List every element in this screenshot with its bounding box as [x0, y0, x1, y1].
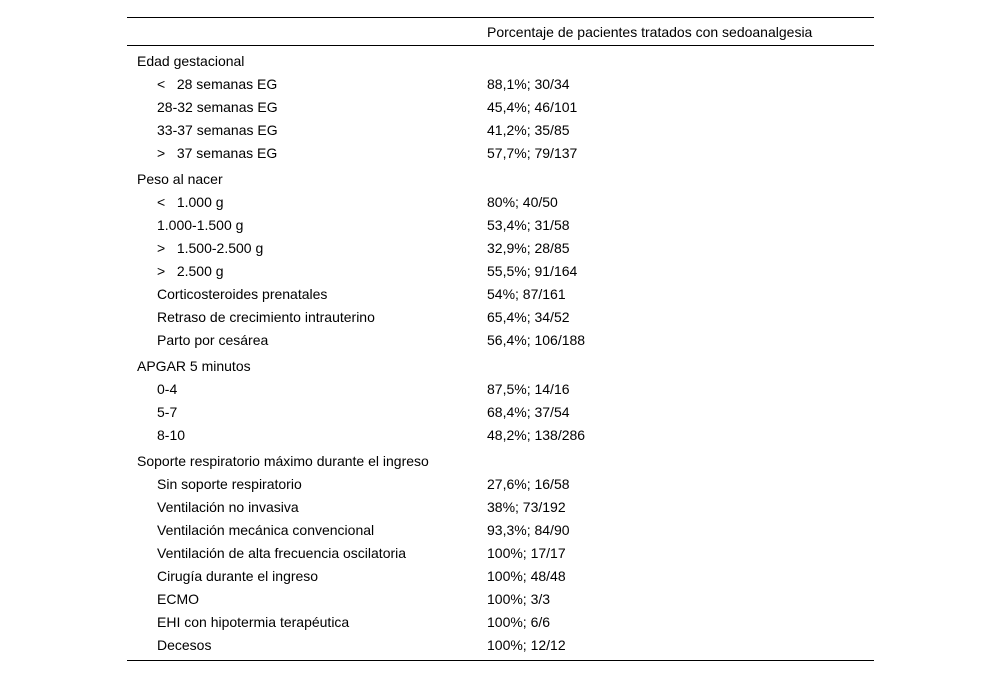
section-title: Peso al nacer — [137, 171, 223, 187]
row-label: EHI con hipotermia terapéutica — [157, 613, 350, 630]
section-title: Soporte respiratorio máximo durante el ingreso — [137, 453, 429, 469]
section-title: Edad gestacional — [137, 53, 245, 69]
row-label: 28-32 semanas EG — [157, 98, 278, 115]
row-label: 8-10 — [157, 426, 186, 443]
table-row — [127, 118, 874, 141]
row-value: 100%; 48/48 — [487, 567, 566, 584]
row-value: 54%; 87/161 — [487, 285, 566, 302]
row-label: < 28 semanas EG — [157, 75, 278, 92]
row-value: 32,9%; 28/85 — [487, 239, 570, 256]
table-row — [127, 587, 874, 610]
section-title: APGAR 5 minutos — [137, 358, 251, 374]
table-row — [127, 423, 874, 446]
row-label: Corticosteroides prenatales — [157, 285, 328, 302]
row-value: 53,4%; 31/58 — [487, 216, 570, 233]
row-value: 88,1%; 30/34 — [487, 75, 570, 92]
row-value: 56,4%; 106/188 — [487, 331, 586, 348]
row-value: 80%; 40/50 — [487, 193, 558, 210]
row-label: > 1.500-2.500 g — [157, 239, 264, 256]
row-value: 45,4%; 46/101 — [487, 98, 578, 115]
row-value: 65,4%; 34/52 — [487, 308, 570, 325]
row-label: > 37 semanas EG — [157, 144, 278, 161]
row-value: 27,6%; 16/58 — [487, 475, 570, 492]
row-label: Ventilación de alta frecuencia oscilatoria — [157, 544, 407, 561]
row-label: Sin soporte respiratorio — [157, 475, 302, 492]
table-row — [127, 72, 874, 95]
row-label: < 1.000 g — [157, 193, 224, 210]
row-label: 5-7 — [157, 403, 178, 420]
table-row — [127, 305, 874, 328]
section-row-edad-gestacional — [127, 46, 874, 72]
row-value: 100%; 12/12 — [487, 636, 566, 653]
table-row — [127, 610, 874, 633]
table-row — [127, 472, 874, 495]
table-row — [127, 377, 874, 400]
table-row — [127, 518, 874, 541]
table-row — [127, 141, 874, 164]
row-label: 33-37 semanas EG — [157, 121, 278, 138]
table-row — [127, 633, 874, 656]
row-value: 100%; 6/6 — [487, 613, 551, 630]
row-value: 57,7%; 79/137 — [487, 144, 578, 161]
table-row — [127, 236, 874, 259]
row-value: 100%; 3/3 — [487, 590, 551, 607]
row-value: 87,5%; 14/16 — [487, 380, 570, 397]
row-value: 41,2%; 35/85 — [487, 121, 570, 138]
row-label: Cirugía durante el ingreso — [157, 567, 319, 584]
column-header: Porcentaje de pacientes tratados con sedoanalgesia — [487, 23, 813, 40]
table-row — [127, 213, 874, 236]
row-value: 100%; 17/17 — [487, 544, 566, 561]
row-label: Retraso de crecimiento intrauterino — [157, 308, 375, 325]
row-value: 93,3%; 84/90 — [487, 521, 570, 538]
row-value: 48,2%; 138/286 — [487, 426, 586, 443]
row-label: Ventilación mecánica convencional — [157, 521, 375, 538]
table-row — [127, 564, 874, 587]
table-body — [127, 46, 874, 660]
row-value: 55,5%; 91/164 — [487, 262, 578, 279]
table-row — [127, 541, 874, 564]
table-row — [127, 282, 874, 305]
table-row — [127, 95, 874, 118]
row-value: 38%; 73/192 — [487, 498, 566, 515]
row-label: > 2.500 g — [157, 262, 224, 279]
row-label: Parto por cesárea — [157, 331, 269, 348]
row-label: 0-4 — [157, 380, 178, 397]
row-label: Decesos — [157, 636, 212, 653]
row-label: ECMO — [157, 590, 199, 607]
table-row — [127, 190, 874, 213]
row-value: 68,4%; 37/54 — [487, 403, 570, 420]
table-header-row — [127, 18, 874, 46]
table-row — [127, 400, 874, 423]
table-row — [127, 495, 874, 518]
sedoanalgesia-table — [127, 17, 874, 661]
row-label: 1.000-1.500 g — [157, 216, 244, 233]
table-row — [127, 259, 874, 282]
section-row-peso-al-nacer — [127, 164, 874, 190]
table-row — [127, 328, 874, 351]
section-row-apgar — [127, 351, 874, 377]
section-row-soporte-respiratorio — [127, 446, 874, 472]
row-label: Ventilación no invasiva — [157, 498, 299, 515]
